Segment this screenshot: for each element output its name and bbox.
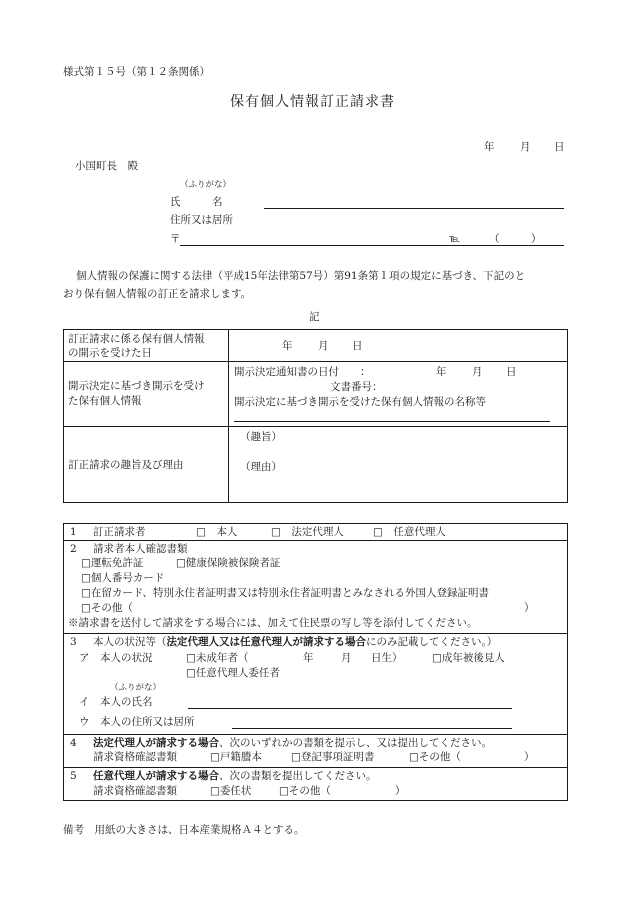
- section-4-number: 4: [70, 737, 77, 749]
- registry-certificate-checkbox[interactable]: □登記事項証明書: [291, 751, 375, 763]
- voluntary-agent-other-checkbox[interactable]: □その他（: [279, 785, 331, 797]
- principal-address-label: ウ 本人の住所又は居所: [79, 716, 195, 728]
- drivers-license-checkbox[interactable]: □運転免許証: [81, 557, 144, 569]
- identity-other-checkbox[interactable]: □その他（: [81, 602, 133, 614]
- minor-checkbox[interactable]: □未成年者（: [186, 652, 249, 664]
- disclosed-date-month[interactable]: 月: [318, 340, 329, 352]
- my-number-card-checkbox[interactable]: □個人番号カード: [81, 572, 165, 584]
- requester-self-checkbox[interactable]: □ 本人: [196, 526, 238, 538]
- disclosed-date-year[interactable]: 年: [282, 340, 293, 352]
- table2-sep-4: [63, 767, 568, 768]
- power-of-attorney-checkbox[interactable]: □委任状: [210, 785, 252, 797]
- legal-agent-other-checkbox[interactable]: □その他（: [409, 751, 461, 763]
- tel-icon: ℡: [449, 233, 461, 245]
- identity-docs-label: 請求者本人確認書類: [93, 543, 188, 555]
- form-number: 様式第１５号（第１２条関係）: [63, 66, 210, 78]
- legal-agent-docs-label: 請求資格確認書類: [93, 751, 177, 763]
- principal-name-label: イ 本人の氏名: [79, 696, 153, 708]
- notice-date-month[interactable]: 月: [472, 366, 483, 378]
- principal-furigana-label: （ふりがな）: [110, 683, 162, 693]
- disclosed-info-name-field[interactable]: [234, 421, 550, 422]
- notice-date-day[interactable]: 日: [506, 366, 517, 378]
- reason-label: （理由）: [240, 461, 282, 473]
- form-title: 保有個人情報訂正請求書: [230, 94, 395, 110]
- requester-label: 訂正請求者: [93, 526, 146, 538]
- principal-status-heading: [93, 636, 497, 650]
- table1-row-sep-1: [63, 361, 568, 362]
- requester-voluntary-agent-checkbox[interactable]: □ 任意代理人: [373, 526, 446, 538]
- tel-paren-close: ）: [531, 233, 542, 245]
- voluntary-agent-instruction: [93, 770, 377, 784]
- section-5-number: 5: [70, 770, 77, 782]
- identity-other-close: ）: [524, 602, 535, 614]
- applicant-address-field[interactable]: [180, 245, 564, 246]
- minor-birth-year[interactable]: 年: [303, 652, 314, 664]
- table1-row-sep-2: [63, 426, 568, 427]
- principal-status-condition: 法定代理人又は任意代理人が請求する場合: [166, 636, 366, 648]
- gist-reason-label: 訂正請求の趣旨及び理由: [68, 459, 184, 471]
- document-number-label: 文書番号：: [330, 381, 383, 393]
- notice-date-label: 開示決定通知書の日付 ：: [234, 366, 371, 378]
- principal-condition-label: ア 本人の状況: [79, 652, 153, 664]
- section-1-number: 1: [70, 526, 77, 538]
- legal-agent-other-close: ）: [524, 751, 535, 763]
- residence-card-checkbox[interactable]: □在留カード、特別永住者証明書又は特別永住者証明書とみなされる外国人登録証明書: [81, 587, 489, 599]
- notice-date-year[interactable]: 年: [436, 366, 447, 378]
- legal-agent-tail: 、次のいずれかの書類を提示し、又は提出してください。: [219, 737, 492, 749]
- disclosed-info-label-2: た保有個人情報: [68, 395, 142, 407]
- intro-line-2: おり保有個人情報の訂正を請求します。: [63, 288, 252, 300]
- table2-sep-3: [63, 734, 568, 735]
- family-register-checkbox[interactable]: □戸籍謄本: [210, 751, 262, 763]
- requester-legal-agent-checkbox[interactable]: □ 法定代理人: [271, 526, 344, 538]
- table2-sep-1: [63, 540, 568, 541]
- date-day: 日: [554, 141, 565, 153]
- minor-birth-month[interactable]: 月: [341, 652, 352, 664]
- section-3-number: 3: [70, 636, 77, 648]
- disclosed-date-label-2: の開示を受けた日: [68, 347, 152, 359]
- table1-divider: [228, 329, 229, 503]
- principal-name-field[interactable]: [188, 708, 512, 709]
- disclosed-info-name-label: 開示決定に基づき開示を受けた保有個人情報の名称等: [234, 396, 486, 408]
- minor-birth-day[interactable]: 日生）: [371, 652, 403, 664]
- table2-sep-2: [63, 633, 568, 634]
- applicant-name-field[interactable]: [264, 208, 564, 209]
- ki-heading: 記: [309, 311, 320, 323]
- residence-copy-note: ※請求書を送付して請求をする場合には、加えて住民票の写し等を添付してください。: [68, 617, 478, 629]
- voluntary-agent-tail: 、次の書類を提出してください。: [219, 770, 377, 782]
- tel-paren-open: （: [489, 233, 500, 245]
- date-year: 年: [484, 141, 495, 153]
- principal-address-field[interactable]: [232, 728, 512, 729]
- principal-status-label: 本人の状況等（: [93, 636, 167, 648]
- legal-agent-condition: 法定代理人が請求する場合: [93, 737, 219, 749]
- disclosed-date-label-1: 訂正請求に係る保有個人情報: [68, 333, 205, 345]
- legal-agent-instruction: [93, 737, 492, 751]
- postal-mark: 〒: [170, 233, 181, 245]
- adult-ward-checkbox[interactable]: □成年被後見人: [432, 652, 505, 664]
- voluntary-agent-docs-label: 請求資格確認書類: [93, 785, 177, 797]
- health-insurance-checkbox[interactable]: □健康保険被保険者証: [176, 557, 281, 569]
- date-month: 月: [520, 141, 531, 153]
- applicant-name-label: 氏 名: [170, 196, 223, 208]
- applicant-furigana-label: （ふりがな）: [180, 180, 232, 190]
- addressee: 小国町長 殿: [75, 160, 138, 172]
- intro-line-1: 個人情報の保護に関する法律（平成15年法律第57号）第91条第１項の規定に基づき、下記のと: [76, 270, 526, 282]
- principal-status-instruction: にのみ記載してください。）: [366, 636, 498, 648]
- remarks: 備考 用紙の大きさは、日本産業規格Ａ４とする。: [63, 824, 305, 836]
- applicant-address-label: 住所又は居所: [170, 214, 233, 226]
- disclosed-info-label-1: 開示決定に基づき開示を受け: [68, 380, 205, 392]
- voluntary-principal-checkbox[interactable]: □任意代理人委任者: [186, 667, 280, 679]
- gist-label: （趣旨）: [240, 431, 282, 443]
- voluntary-agent-condition: 任意代理人が請求する場合: [93, 770, 219, 782]
- voluntary-agent-other-close: ）: [395, 785, 406, 797]
- section-2-number: 2: [70, 543, 77, 555]
- disclosed-date-day[interactable]: 日: [352, 340, 363, 352]
